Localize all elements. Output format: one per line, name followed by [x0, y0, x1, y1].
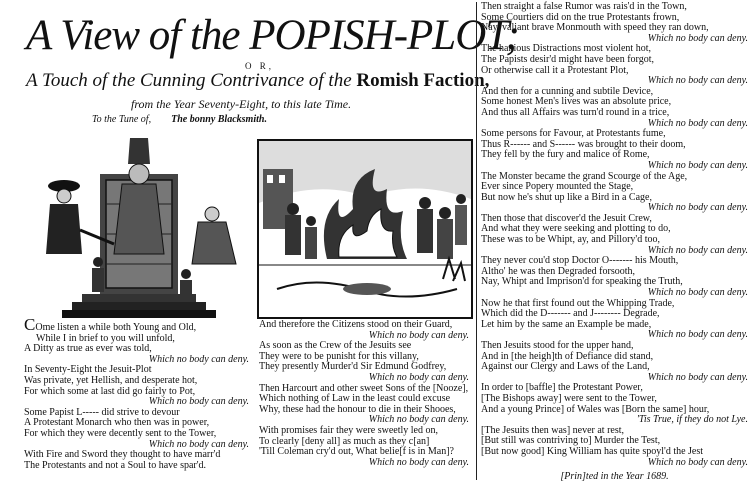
- column-divider-line: [476, 2, 477, 480]
- woodcut-burning-image: [257, 139, 473, 319]
- refrain-line: Which no body can deny.: [647, 117, 748, 129]
- verse-line: In Seventy-Eight the Jesuit-Plot: [24, 364, 152, 376]
- verse-line: And then for a cunning and subtile Device,: [481, 85, 654, 97]
- verse-line: [But now good] King William has quite spoyl'd the Jest: [481, 445, 704, 457]
- verse-line: [The Jesuits then was] never at rest,: [481, 424, 625, 436]
- verse-line: Nay, Whipt and Imprison'd for speaking the Truth,: [481, 276, 683, 288]
- verse-line: Now he that first found out the Whipping Trade,: [481, 297, 675, 309]
- refrain-line: Which no body can deny.: [148, 438, 249, 450]
- verse-line: Which did the D------- and J-------- Degrade,: [481, 308, 660, 320]
- verse-line: Or otherwise call it a Protestant Plot,: [481, 64, 629, 76]
- verse-line: Thus R------ and S------ was brought to their doom,: [481, 138, 686, 150]
- refrain-line: Which no body can deny.: [647, 159, 748, 171]
- verse-line: But now he's shut up like a Bird in a Cage,: [481, 191, 652, 203]
- verse-line: Some Courtiers did on the true Protestants frown,: [481, 11, 680, 23]
- verse-line: Then those that discover'd the Jesuit Crew,: [481, 212, 652, 224]
- verse-line: The Protestants and not a Soul to have spar'd.: [24, 459, 207, 471]
- refrain-line: Which no body can deny.: [647, 329, 748, 341]
- verse-line: The Papists desir'd might have been forgot,: [481, 53, 654, 65]
- tune-name: The bonny Blacksmith.: [171, 114, 267, 125]
- refrain-line: Which no body can deny.: [368, 414, 469, 426]
- verse-line: [24, 315, 249, 334]
- verse-line: 'Till Coleman cry'd out, What belie[f is in Man]?: [259, 446, 454, 458]
- refrain-line: Which no body can deny.: [647, 32, 748, 44]
- refrain-line: Which no body can deny.: [368, 329, 469, 341]
- verse-line: Some honest Men's lives was an absolute price,: [481, 96, 672, 108]
- subtitle-text: A Touch of the Cunning Contrivance of the: [26, 70, 357, 91]
- verse-column-2: [259, 320, 469, 468]
- refrain-line: Which no body can deny.: [647, 244, 748, 256]
- verse-line: Then Jesuits stood for the upper hand,: [481, 340, 634, 351]
- ballad-title: A View of the POPISH-PLOT;: [26, 12, 519, 59]
- verse-line: [But still was contriving to] Murder the Test,: [481, 435, 661, 447]
- verse-line: They fell by the fury and malice of Rome,: [481, 149, 650, 161]
- refrain-line: Which no body can deny.: [647, 456, 748, 468]
- verse-line: Which nothing of Law in the least could excuse: [259, 393, 451, 405]
- verse-line: Then Harcourt and other sweet Sons of the [Nooze],: [259, 382, 469, 394]
- verse-line: Let him by the same an Example be made,: [481, 318, 652, 330]
- refrain-line: Which no body can deny.: [647, 287, 748, 299]
- verse-line: In order to [baffle] the Protestant Power,: [481, 382, 643, 394]
- verse-line: And a young Prince] of Wales was [Born the same] hour,: [481, 403, 710, 415]
- verse-line: These was to be Whipt, ay, and Pillory'd too,: [481, 234, 660, 246]
- verse-line: As soon as the Crew of the Jesuits see: [259, 340, 412, 352]
- verse-line: They were to be punisht for this villany,: [259, 350, 419, 362]
- verse-line: A Ditty as true as ever was told,: [24, 343, 152, 355]
- verse-line: [The Bishops away] were sent to the Tower,: [481, 392, 657, 404]
- verse-line: The Monster became the grand Scourge of the Age,: [481, 170, 688, 182]
- verse-line: Why, these had the honour to die in their Shooes,: [259, 403, 456, 415]
- verse-column-3-lines: [481, 2, 748, 468]
- subtitle-bold: Romish Faction,: [356, 70, 490, 91]
- verse-line: Then straight a false Rumor was rais'd in the Town,: [481, 1, 687, 12]
- verse-column-1: [24, 315, 249, 471]
- verse-line: The hanious Distractions most violent hot,: [481, 43, 651, 55]
- ballad-subtitle: [26, 71, 489, 92]
- verse-line: They presently Murder'd Sir Edmund Godfrey,: [259, 361, 447, 373]
- verse-line: For which some at last did go fairly to Pot,: [24, 385, 196, 397]
- verse-line: With promises fair they were sweetly led on,: [259, 424, 438, 436]
- verse-line: And therefore the Citizens stood on their Guard,: [259, 319, 453, 330]
- verse-line: And thus all Affairs was turn'd round in a trice,: [481, 106, 670, 118]
- tune-line: [92, 114, 267, 125]
- tune-label: To the Tune of,: [92, 114, 152, 125]
- verse-line: To clearly [deny all] as much as they c[an]: [259, 435, 430, 447]
- refrain-line: Which no body can deny.: [148, 353, 249, 365]
- refrain-line: Which no body can deny.: [148, 396, 249, 408]
- verse-line: Was private, yet Hellish, and desperate hot,: [24, 374, 198, 386]
- imprint-line: [Prin]ted in the Year 1689.: [560, 471, 669, 483]
- verse-line: And what they were seeking and plotting to do,: [481, 223, 671, 235]
- verse-line: With Fire and Sword they thought to have marr'd: [24, 449, 221, 461]
- refrain-line: Which no body can deny.: [368, 371, 469, 383]
- verse-line: Some Papist L----- did strive to devour: [24, 406, 180, 418]
- drop-cap: C: [24, 315, 36, 334]
- verse-line: Ever since Popery mounted the Stage,: [481, 181, 634, 193]
- date-line: from the Year Seventy-Eight, to this late Time.: [131, 97, 352, 111]
- verse-line: While I in brief to you will unfold,: [36, 332, 175, 344]
- or-divider: O R,: [245, 61, 275, 71]
- verse-line: Against our Clergy and Laws of the Land,: [481, 361, 650, 373]
- refrain-line: Which no body can deny.: [647, 75, 748, 87]
- refrain-line: Which no body can deny.: [647, 371, 748, 383]
- woodcut-pope-throne-image: [22, 134, 252, 320]
- refrain-line: 'Tis True, if they do not Lye.: [636, 414, 748, 426]
- verse-line: And in [the heigh]th of Defiance did stand,: [481, 350, 654, 362]
- refrain-line: Which no body can deny.: [368, 456, 469, 468]
- verse-line: Altho' he was then Degraded forsooth,: [481, 265, 635, 277]
- verse-column-3: [481, 2, 748, 483]
- verse-line: For which they were decently sent to the Tower,: [24, 427, 217, 439]
- refrain-line: Which no body can deny.: [647, 202, 748, 214]
- verse-line: Some persons for Favour, at Protestants fume,: [481, 128, 666, 140]
- verse-line: They never cou'd stop Doctor O------- his Mouth,: [481, 255, 679, 267]
- verse-line: A Protestant Monarch who then was in power,: [24, 417, 210, 429]
- verse-line-text: Ome listen a while both Young and Old,: [35, 322, 197, 333]
- verse-line: Nay, valiant brave Monmouth with speed they ran down,: [481, 22, 709, 34]
